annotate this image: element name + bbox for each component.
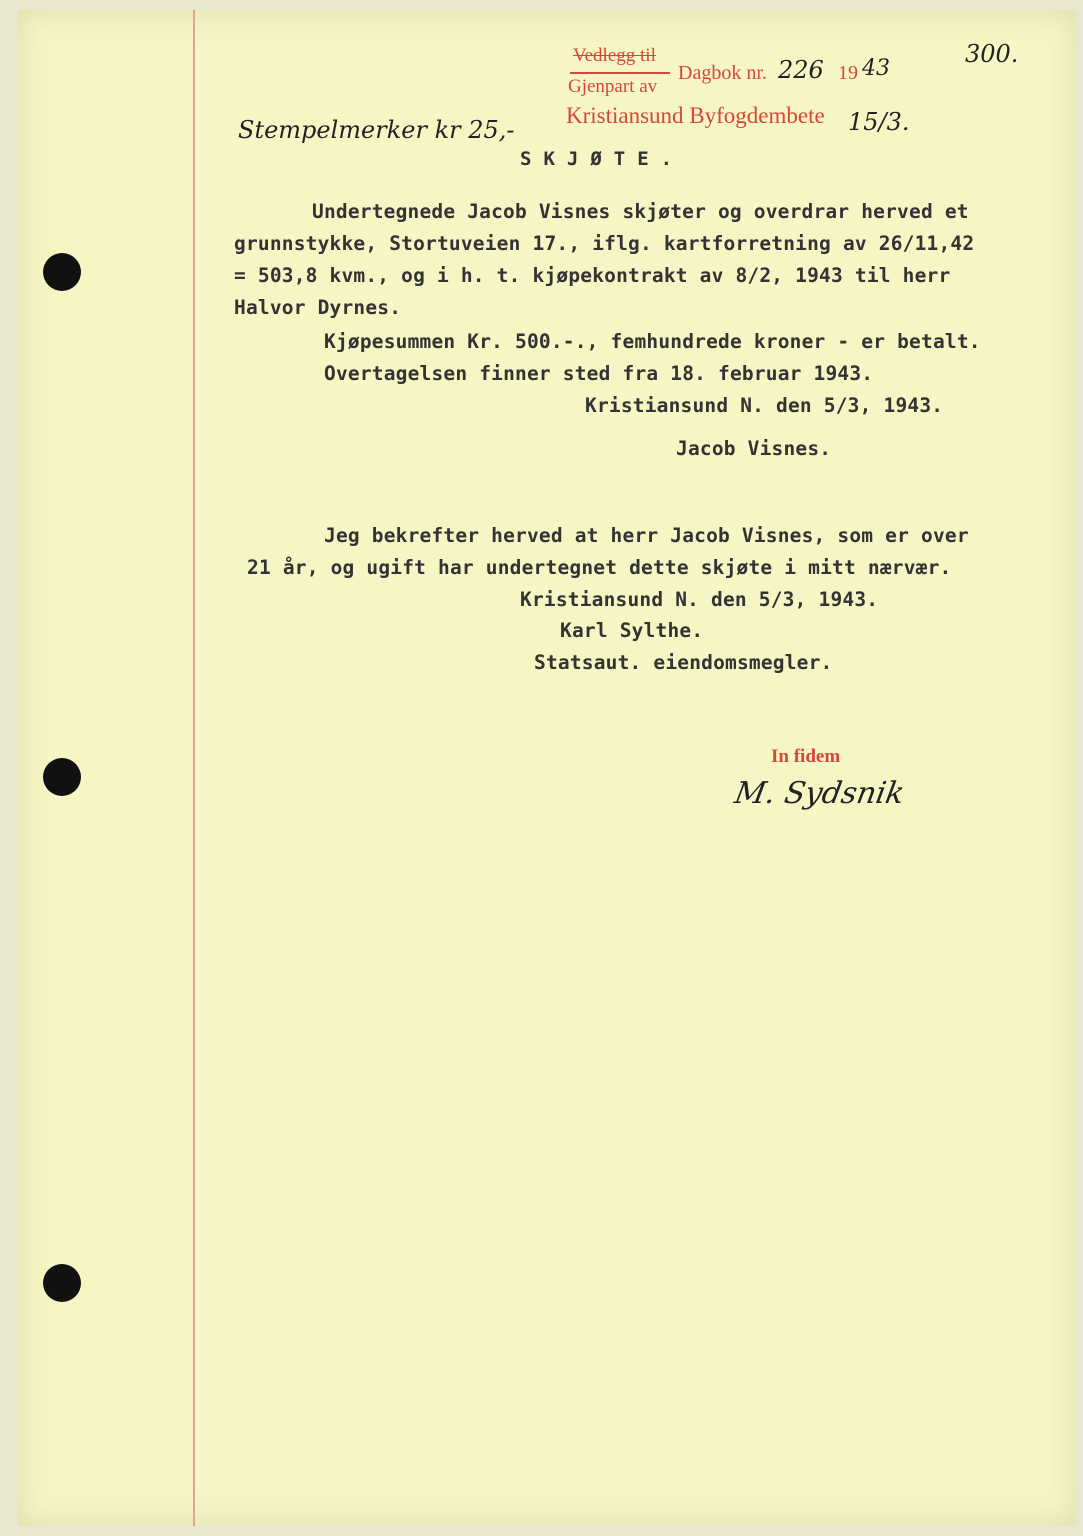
body-line: Kjøpesummen Kr. 500.-., femhundrede kroner - er betalt. xyxy=(324,330,981,353)
body-line: Undertegnede Jacob Visnes skjøter og overdrar herved et xyxy=(312,200,969,223)
stamp-year-suffix: 43 xyxy=(862,56,890,81)
stamp-dagbok-label: Dagbok nr. xyxy=(678,62,767,84)
in-fidem-stamp: In fidem xyxy=(771,746,841,767)
punch-hole xyxy=(43,1264,81,1302)
stamp-date: 15/3. xyxy=(848,108,910,136)
body-line: = 503,8 kvm., og i h. t. kjøpekontrakt av 8/2, 1943 til herr xyxy=(234,264,951,287)
place-date-line: Kristiansund N. den 5/3, 1943. xyxy=(585,394,944,417)
punch-hole xyxy=(43,253,81,291)
dagbok-number: 226 xyxy=(778,56,824,84)
witness-title: Statsaut. eiendomsmegler. xyxy=(534,651,833,674)
stamp-gjenpart: Gjenpart av xyxy=(568,76,658,97)
body-line: grunnstykke, Stortuveien 17., iflg. kartforretning av 26/11,42 xyxy=(234,232,975,255)
document-title: SKJØTE. xyxy=(520,148,685,170)
witness-place-date: Kristiansund N. den 5/3, 1943. xyxy=(520,588,879,611)
body-line: Halvor Dyrnes. xyxy=(234,296,402,319)
witness-name: Karl Sylthe. xyxy=(560,619,704,642)
official-signature: M. Sydsnik xyxy=(731,776,908,811)
punch-hole xyxy=(43,758,81,796)
stamp-struck-text: Vedlegg til xyxy=(573,45,656,66)
margin-rule xyxy=(193,10,195,1526)
seller-signature-line: Jacob Visnes. xyxy=(676,437,832,460)
body-line: Overtagelsen finner sted fra 18. februar 1943. xyxy=(324,362,874,385)
witness-line: Jeg bekrefter herved at herr Jacob Visnes, som er over xyxy=(324,524,969,547)
stamp-rule xyxy=(570,72,670,74)
stamp-office: Kristiansund Byfogdembete xyxy=(566,103,825,128)
page-number: 300. xyxy=(965,40,1019,68)
witness-line: 21 år, og ugift har undertegnet dette skjøte i mitt nærvær. xyxy=(247,556,952,579)
stamp-year-prefix: 19 xyxy=(838,62,858,84)
stamp-fee-note: Stempelmerker kr 25,- xyxy=(238,116,515,144)
